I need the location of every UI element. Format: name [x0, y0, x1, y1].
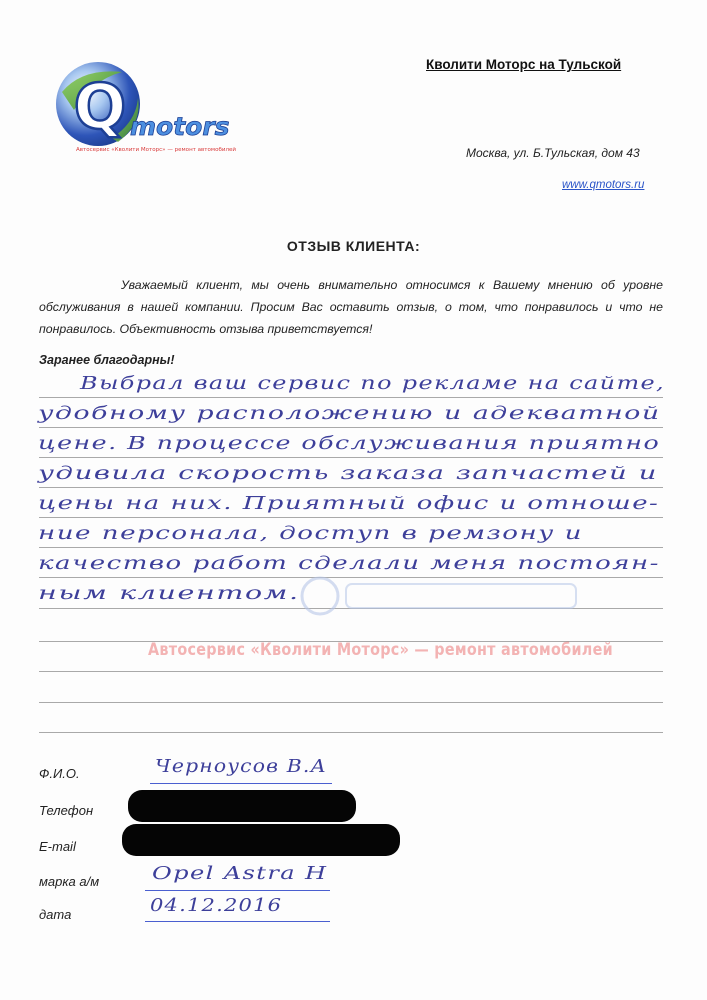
review-line: ным клиентом. [38, 584, 300, 604]
car-model-value: Opel Astra H [152, 864, 328, 884]
form-title: ОТЗЫВ КЛИЕНТА: [286, 238, 421, 254]
ruled-line [39, 517, 663, 518]
review-line: цене. В процессе обслуживания приятно [38, 434, 661, 454]
car-model-underline [145, 890, 330, 891]
ruled-line [39, 732, 663, 733]
review-line: ние персонала, доступ в ремзону и [38, 524, 583, 544]
company-name: Кволити Моторс на Тульской [426, 57, 622, 72]
email-redacted [122, 824, 400, 856]
company-stamp: Автосервис «Кволити Моторс» — ремонт автомобилей [148, 640, 613, 659]
company-website-link[interactable]: www.qmotors.ru [562, 179, 645, 191]
company-address: Москва, ул. Б.Тульская, дом 43 [466, 146, 640, 160]
logo-word: motors [130, 112, 230, 141]
thanks-text: Заранее благодарны! [39, 353, 175, 367]
form-intro-text: Уважаемый клиент, мы очень внимательно относимся к Вашему мнению об уровне обслуживания в нашей компании. Просим Вас оставить отзыв, о том, что понравилось и что не понравилось. Объективность отзыва приветствуется! [39, 278, 663, 336]
qmotors-logo [52, 58, 242, 158]
logo-tagline: Автосервис «Кволити Моторс» — ремонт автомобилей [76, 147, 224, 153]
fio-underline [150, 783, 332, 784]
phone-redacted [128, 790, 356, 822]
date-underline [145, 921, 330, 922]
phone-label: Телефон [39, 803, 94, 818]
review-line: удивила скорость заказа запчастей и [38, 464, 658, 484]
car-model-label: марка а/м [39, 874, 100, 889]
ruled-line [39, 427, 663, 428]
fio-value: Черноусов В.А [155, 757, 328, 777]
watermark-logo-icon [300, 572, 600, 620]
review-line: цены на них. Приятный офис и отноше- [38, 494, 660, 514]
ruled-line [39, 671, 663, 672]
review-line: удобному расположению и адекватной [38, 404, 661, 424]
ruled-line [39, 397, 663, 398]
review-line: качество работ сделали меня постоян- [38, 554, 660, 574]
date-value: 04.12.2016 [150, 896, 283, 916]
ruled-line [39, 547, 663, 548]
ruled-line [39, 487, 663, 488]
review-line: Выбрал ваш сервис по рекламе на сайте, [80, 374, 665, 394]
fio-label: Ф.И.О. [39, 766, 80, 781]
logo-letter: Q [73, 70, 127, 143]
date-label: дата [39, 907, 72, 922]
ruled-line [39, 702, 663, 703]
ruled-line [39, 457, 663, 458]
email-label: E-mail [39, 839, 76, 854]
